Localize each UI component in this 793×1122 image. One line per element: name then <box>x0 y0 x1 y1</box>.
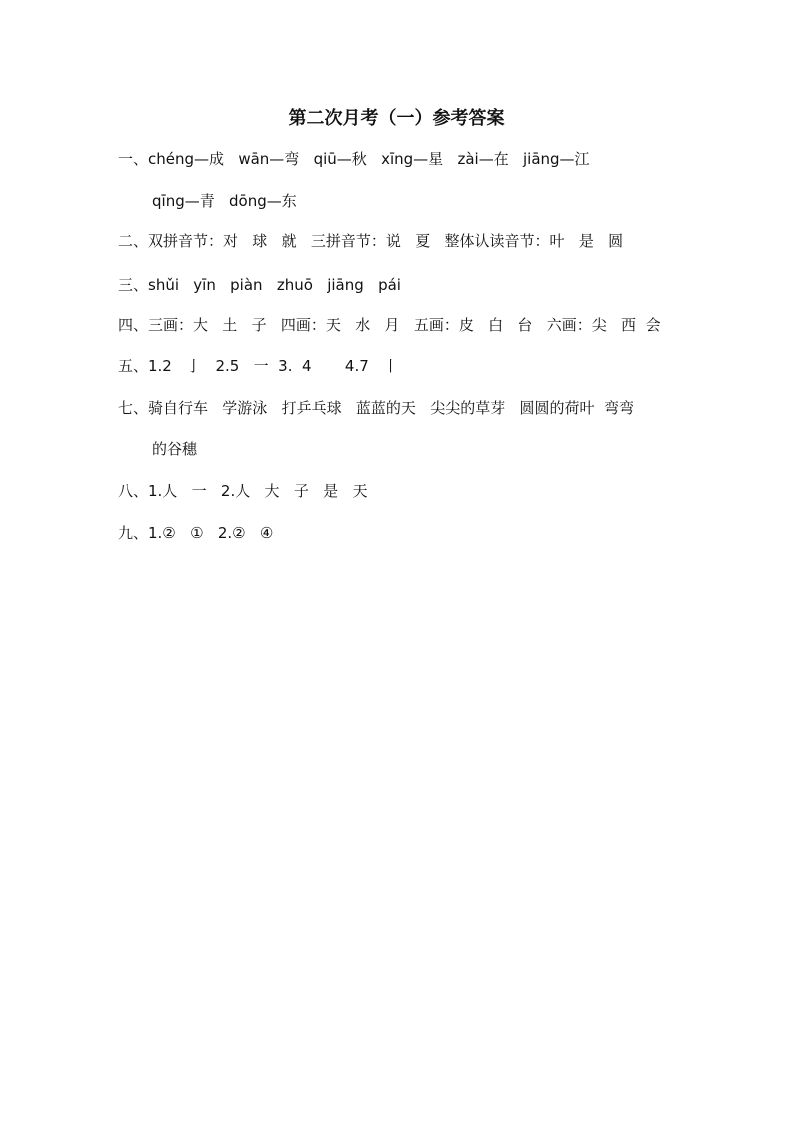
answer-section-3: 三、shǔi yīn piàn zhuō jiāng pái <box>118 276 401 294</box>
answer-section-7: 七、骑自行车 学游泳 打乒乓球 蓝蓝的天 尖尖的草芽 圆圆的荷叶 弯弯 <box>118 399 635 417</box>
page-title: 第二次月考（一）参考答案 <box>288 108 505 129</box>
answer-section-7-continued: 的谷穗 <box>152 440 198 458</box>
answer-section-1: 一、chéng—成 wān—弯 qiū—秋 xīng—星 zài—在 jiāng—江 <box>118 150 590 168</box>
answer-section-5: 五、1.2 亅 2.5 一 3. 4 4.7 丨 <box>118 357 399 375</box>
answer-section-1-continued: qīng—青 dōng—东 <box>152 192 297 210</box>
answer-section-2: 二、双拼音节：对 球 就 三拼音节：说 夏 整体认读音节：叶 是 圆 <box>118 232 624 250</box>
answer-section-8: 八、1.人 一 2.人 大 子 是 天 <box>118 482 368 500</box>
answer-section-4: 四、三画：大 土 子 四画：天 水 月 五画：皮 白 台 六画：尖 西 会 <box>118 316 661 334</box>
answer-section-9: 九、1.② ① 2.② ④ <box>118 524 274 542</box>
